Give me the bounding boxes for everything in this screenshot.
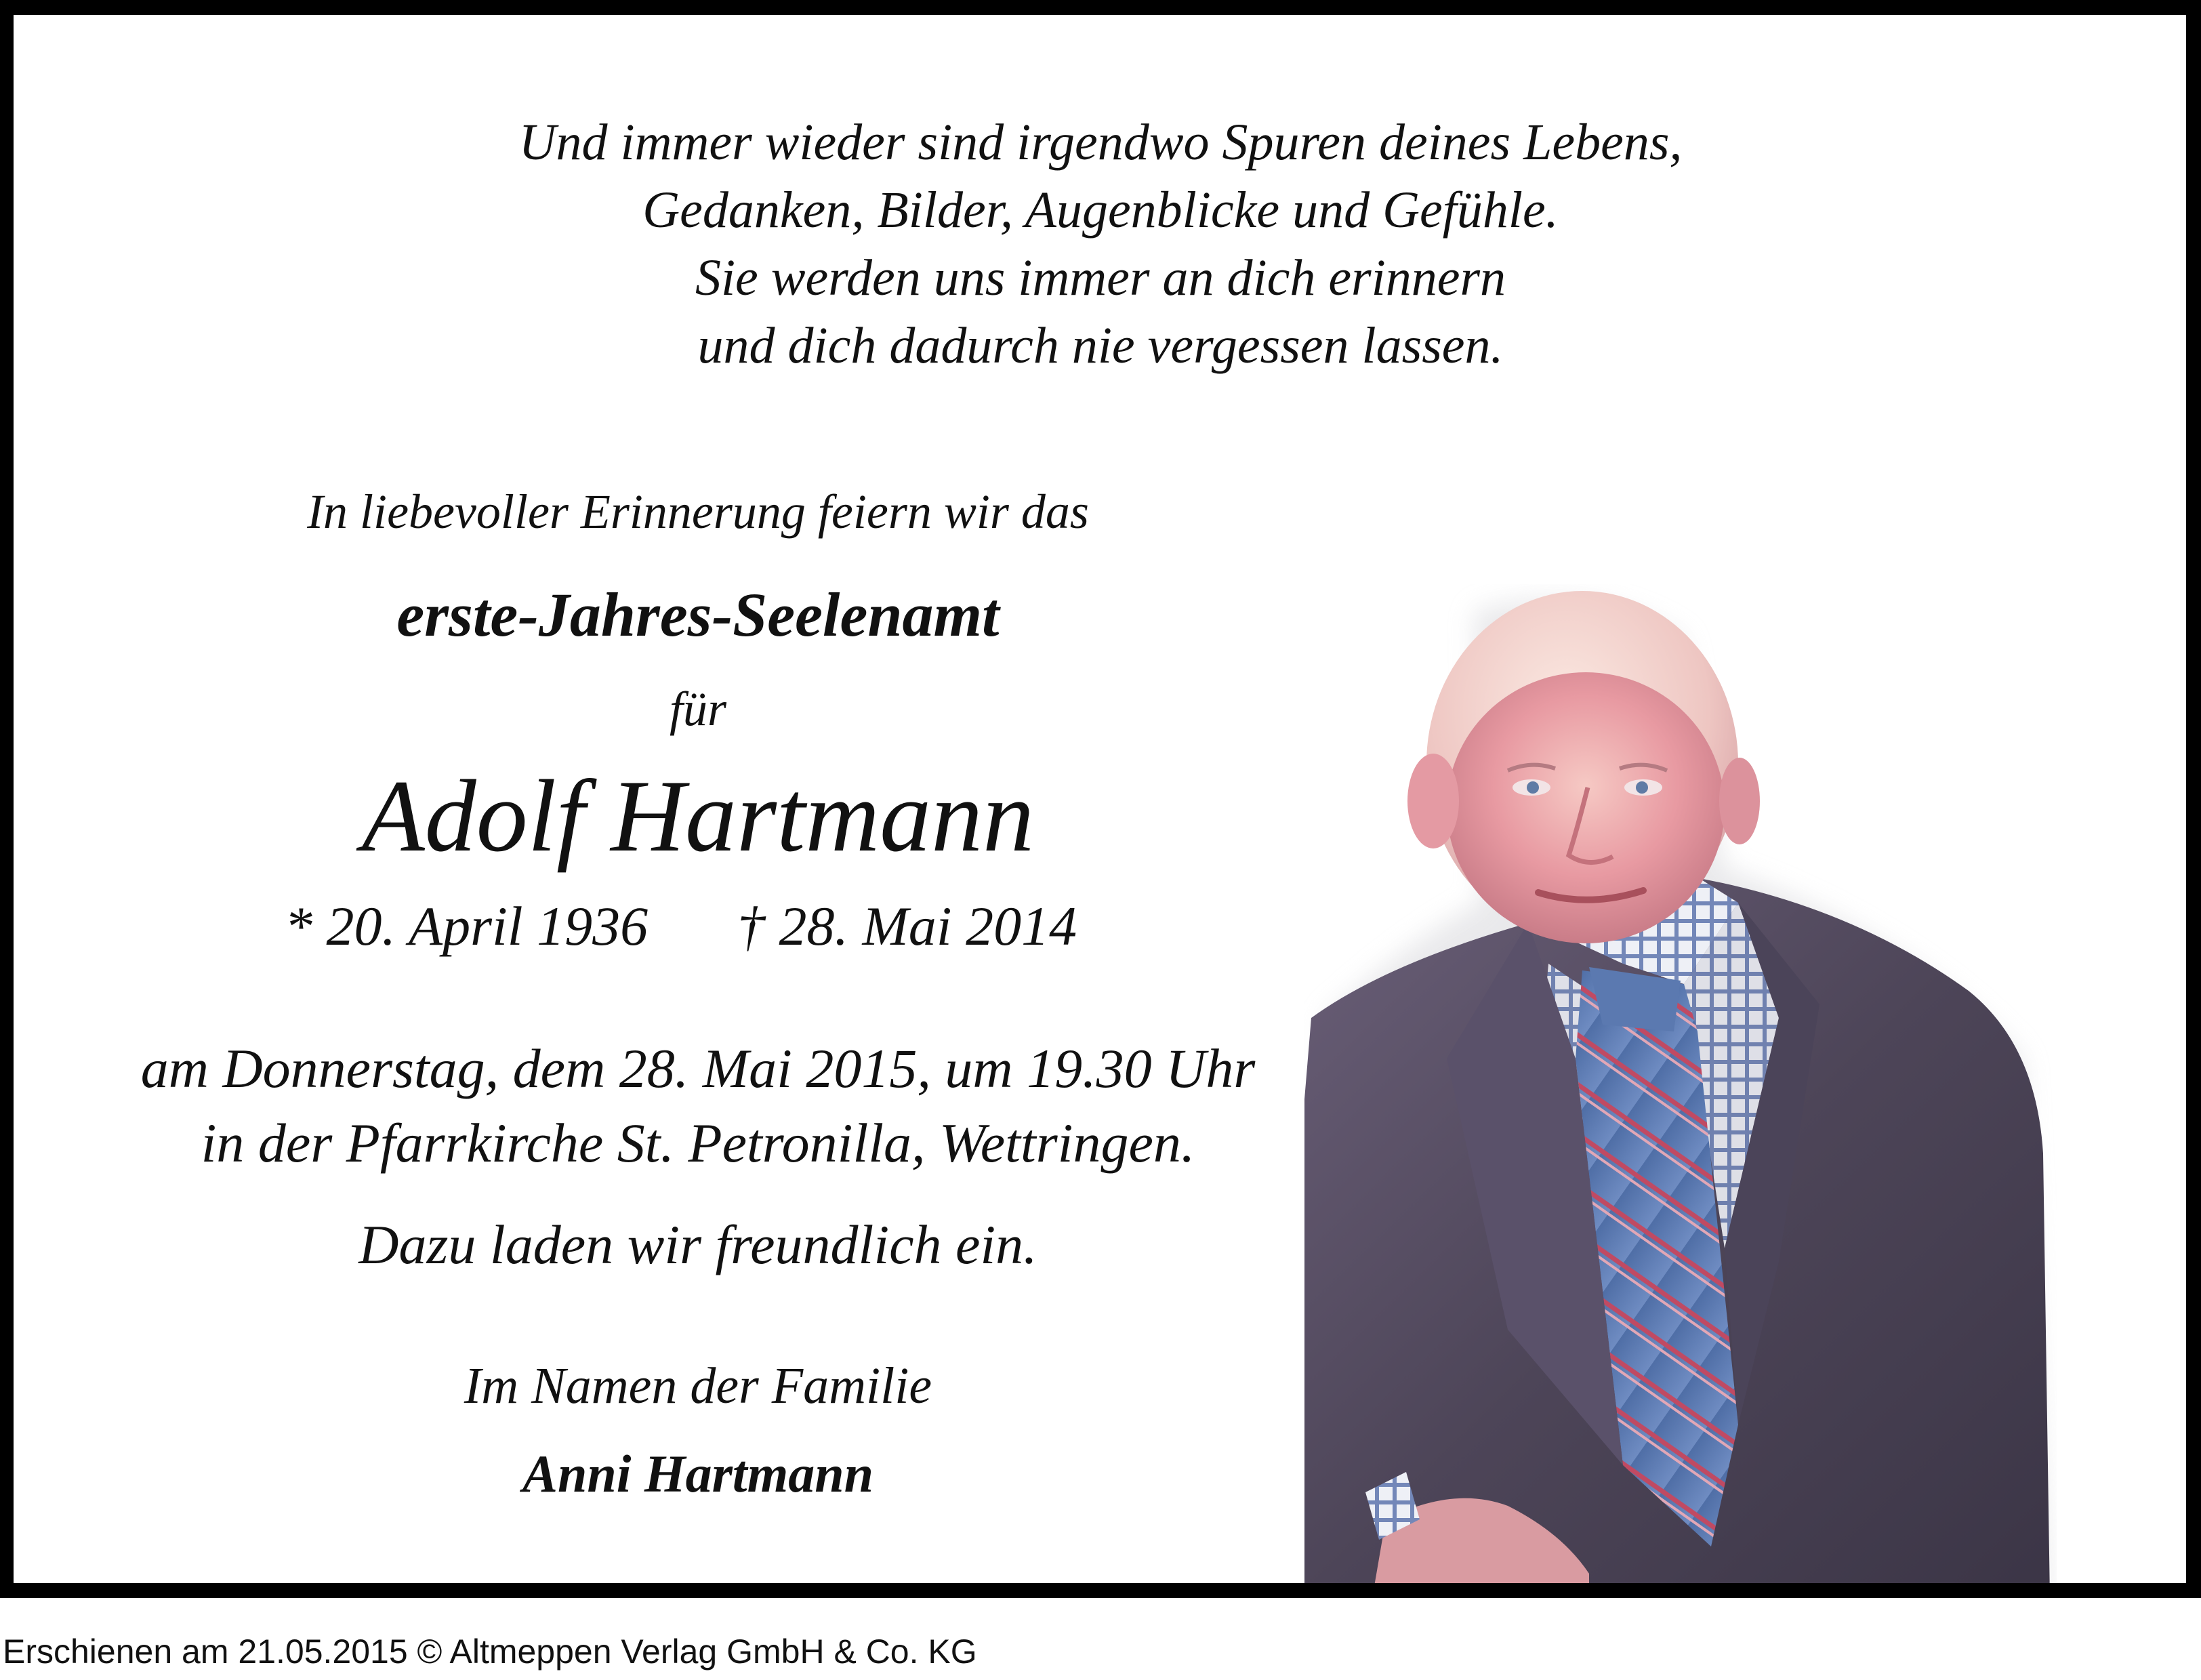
portrait-photo — [1304, 584, 2057, 1598]
poem-line-4: und dich dadurch nie vergessen lassen. — [697, 317, 1504, 374]
intro-text: In liebevoller Erinnerung feiern wir das — [307, 485, 1089, 539]
occasion-title: erste-Jahres-Seelenamt — [396, 580, 1000, 649]
deceased-name: Adolf Hartmann — [361, 759, 1035, 873]
invitation-text: Dazu laden wir freundlich ein. — [358, 1214, 1037, 1275]
poem-line-3: Sie werden uns immer an dich erinnern — [695, 249, 1506, 306]
publication-footer: Erschienen am 21.05.2015 © Altmeppen Verlag GmbH & Co. KG — [3, 1633, 977, 1671]
family-line: Im Namen der Familie — [464, 1357, 932, 1414]
for-text: für — [669, 682, 727, 736]
event-date-time: am Donnerstag, dem 28. Mai 2015, um 19.30 Uhr — [140, 1038, 1256, 1099]
event-location: in der Pfarrkirche St. Petronilla, Wettringen. — [201, 1112, 1195, 1174]
poem-line-2: Gedanken, Bilder, Augenblicke und Gefühle. — [642, 182, 1559, 239]
signer-name: Anni Hartmann — [522, 1444, 874, 1503]
birth-date: * 20. April 1936 — [285, 895, 649, 957]
poem-line-1: Und immer wieder sind irgendwo Spuren deines Lebens, — [518, 114, 1683, 171]
death-date: † 28. Mai 2014 — [737, 895, 1077, 957]
